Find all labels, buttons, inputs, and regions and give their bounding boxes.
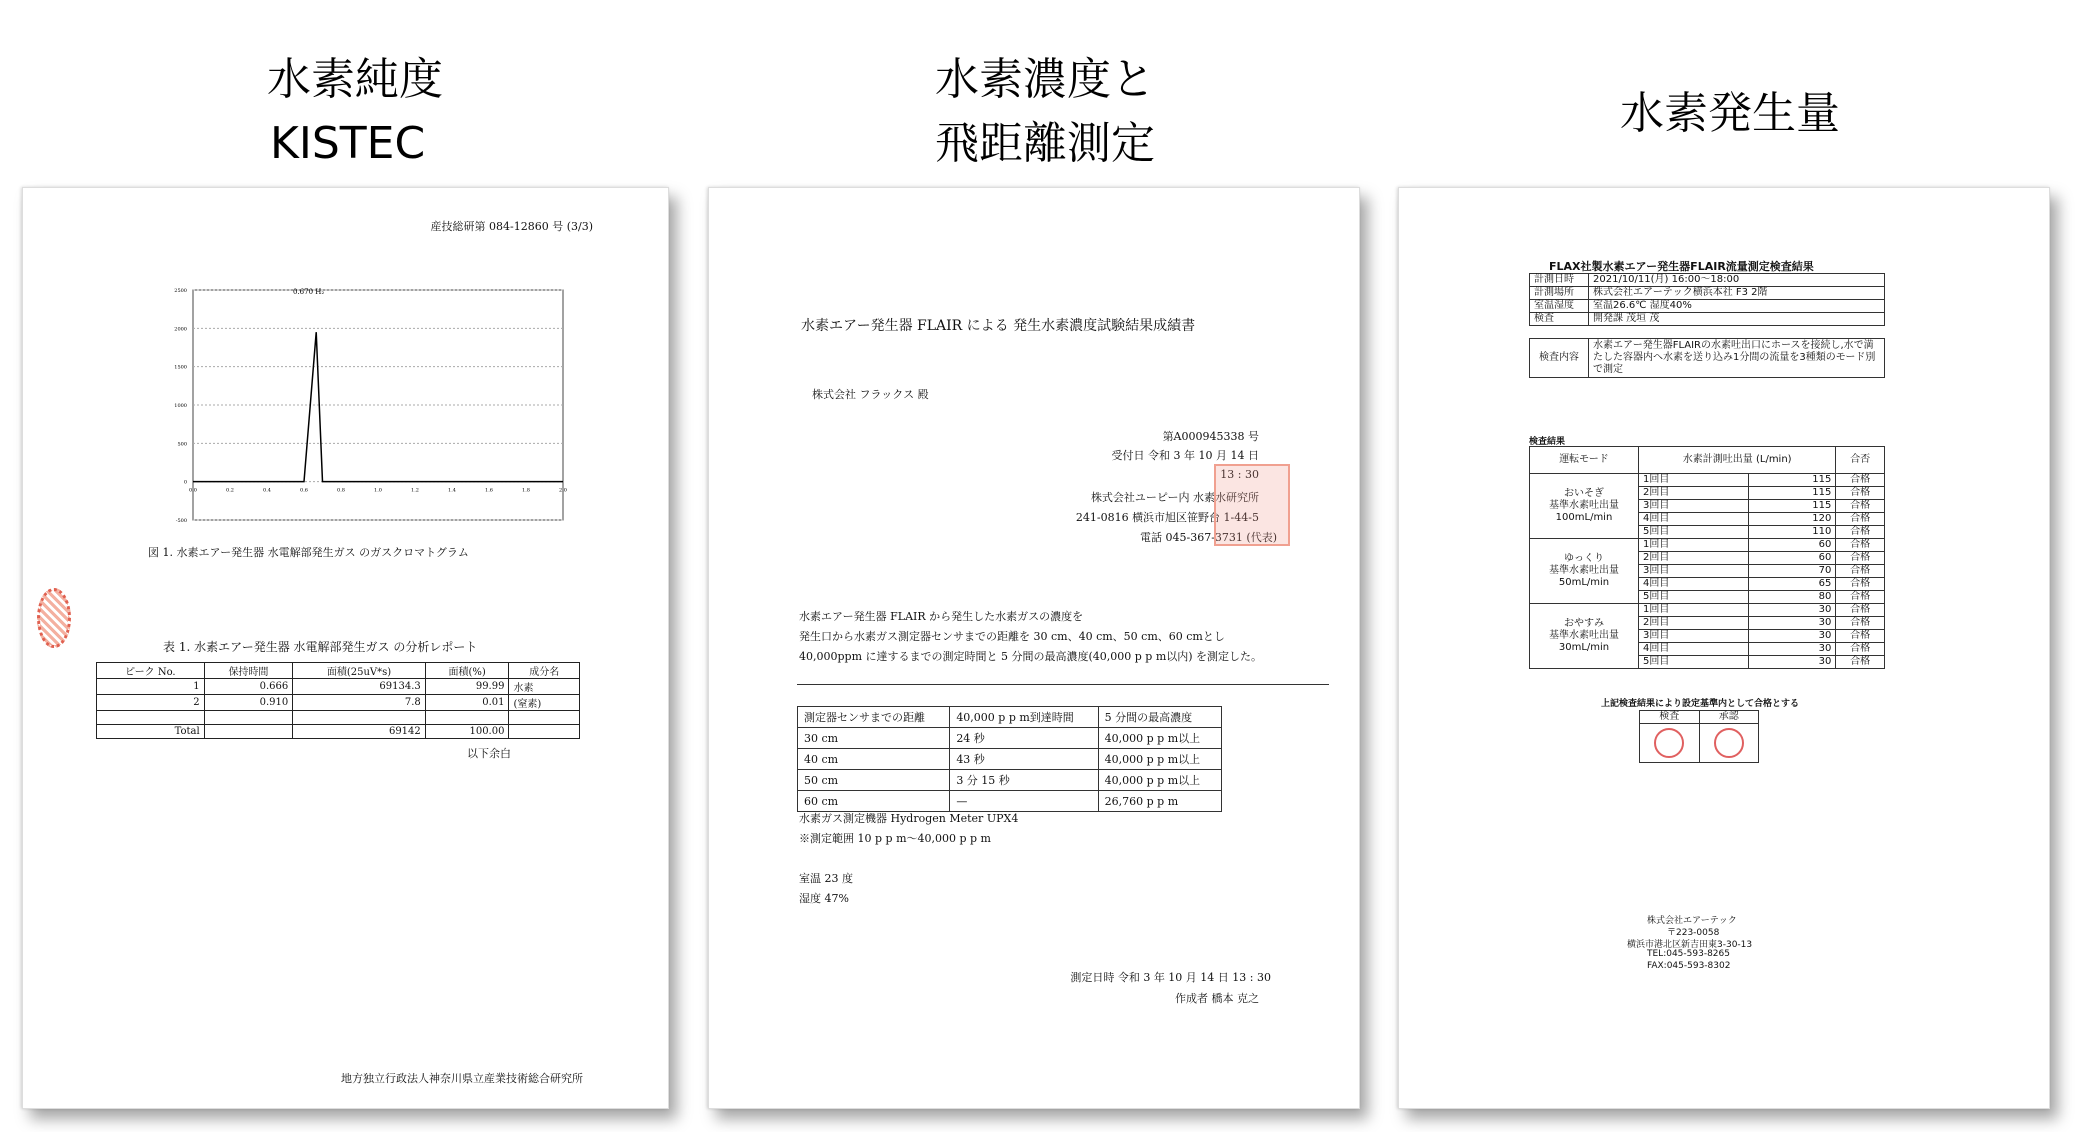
table-cell: 1回目 [1639, 604, 1749, 617]
doc2-results-table [797, 706, 1222, 812]
mode-cell [1530, 604, 1639, 669]
doc1-chart-caption: 図 1. 水素エアー発生器 水電解部発生ガス のガスクロマトグラム [148, 546, 469, 559]
table-cell: 合格 [1836, 513, 1885, 526]
table-cell: 検査内容 [1530, 339, 1589, 378]
table-cell [509, 711, 580, 725]
doc2-range: ※測定範囲 10 p p m～40,000 p p m [799, 832, 991, 845]
doc3-info-table [1529, 273, 1885, 326]
table-header: 合否 [1836, 447, 1885, 474]
table-cell: 115 [1749, 474, 1836, 487]
mode-name: ゆっくり [1564, 553, 1604, 564]
doc2-humidity: 湿度 47% [799, 892, 849, 905]
doc3-address: 横浜市港北区新吉田東3-30-13 [1627, 940, 1753, 950]
table-cell: 30 [1749, 630, 1836, 643]
doc2-time: 13 : 30 [1220, 468, 1259, 481]
document-flow-inspection [1398, 187, 2050, 1109]
table-cell: Total [97, 725, 205, 739]
document-kistec-report [22, 187, 669, 1109]
doc2-received: 受付日 令和 3 年 10 月 14 日 [1111, 449, 1259, 462]
x-tick-label: 0.2 [226, 487, 234, 494]
gas-chromatogram-chart [153, 270, 573, 560]
table-row [798, 791, 1222, 812]
table-cell: 合格 [1836, 643, 1885, 656]
doc2-temp: 室温 23 度 [799, 872, 853, 885]
x-tick-label: 0.8 [337, 487, 345, 494]
table-cell [204, 711, 293, 725]
table-cell: 30 [1749, 656, 1836, 669]
table-cell: 40,000 p p m以上 [1098, 749, 1221, 770]
doc2-divider [797, 684, 1329, 685]
table-cell: 30 [1749, 617, 1836, 630]
table-cell: 69134.3 [293, 679, 426, 695]
doc3-conclusion: 上記検査結果により設定基準内として合格とする [1601, 699, 1800, 709]
table-cell: 合格 [1836, 552, 1885, 565]
heading-middle-line1: 水素濃度と [935, 54, 1155, 105]
doc2-body-line2: 発生口から水素ガス測定器センサまでの距離を 30 cm、40 cm、50 cm、60 cmとし [799, 630, 1225, 643]
y-tick-label: 2000 [174, 326, 187, 333]
table-cell: 検査 [1530, 313, 1589, 326]
table-row [798, 770, 1222, 791]
table-cell: 0.910 [204, 695, 293, 711]
table-row [97, 725, 580, 739]
y-tick-label: 0 [183, 479, 187, 486]
table-cell: 43 秒 [950, 749, 1098, 770]
table-cell: 検査 [1640, 711, 1700, 724]
doc2-address: 241-0816 横浜市旭区笹野台 1-44-5 [1075, 511, 1259, 524]
peak-label: 0.670 H₂ [293, 288, 325, 296]
table-cell: 120 [1749, 513, 1836, 526]
table-cell: 115 [1749, 487, 1836, 500]
table-cell: 5回目 [1639, 591, 1749, 604]
table-row [1530, 287, 1885, 300]
mode-cell [1530, 474, 1639, 539]
table-cell: 3回目 [1639, 500, 1749, 513]
heading-right: 水素発生量 [1620, 88, 1840, 139]
doc2-company: 株式会社ユーピー内 水素水研究所 [1090, 491, 1259, 504]
table-cell: 合格 [1836, 539, 1885, 552]
table-cell: 40,000 p p m以上 [1098, 770, 1221, 791]
doc3-content-table [1529, 338, 1885, 378]
table-cell: 合格 [1836, 578, 1885, 591]
table-cell: 室温26.6℃ 湿度40% [1589, 300, 1885, 313]
table-cell: 室温湿度 [1530, 300, 1589, 313]
table-row [1530, 300, 1885, 313]
table-cell: 計測場所 [1530, 287, 1589, 300]
table-cell: 5回目 [1639, 656, 1749, 669]
table-cell: 株式会社エアーテック横浜本社 F3 2階 [1589, 287, 1885, 300]
doc3-modes-body [1530, 474, 1885, 669]
table-cell: 水素 [509, 679, 580, 695]
doc3-tel: TEL:045-593-8265 [1647, 949, 1730, 959]
heading-hydrogen-purity [230, 48, 480, 176]
table-cell: 承認 [1699, 711, 1759, 724]
table-header: 面積(25uV*s) [293, 663, 426, 679]
table-cell: 40,000 p p m以上 [1098, 728, 1221, 749]
heading-concentration [895, 48, 1195, 176]
document-concentration-report [708, 187, 1360, 1109]
inspector-seal [1654, 728, 1684, 758]
y-tick-label: 2500 [174, 288, 187, 294]
table-header: 水素計測吐出量 (L/min) [1639, 447, 1836, 474]
y-tick-label: 500 [177, 441, 187, 448]
table-cell: 3回目 [1639, 565, 1749, 578]
table-cell: 4回目 [1639, 513, 1749, 526]
doc3-fax: FAX:045-593-8302 [1647, 961, 1731, 971]
mode-sub: 基準水素吐出量 [1549, 565, 1619, 576]
table-row [97, 695, 580, 711]
table-cell: 60 [1749, 552, 1836, 565]
mode-name: おいそぎ [1564, 488, 1604, 499]
table-cell: 40 cm [798, 749, 950, 770]
table-cell: 65 [1749, 578, 1836, 591]
table-row [97, 711, 580, 725]
table-cell: 合格 [1836, 500, 1885, 513]
table-cell: 合格 [1836, 474, 1885, 487]
doc3-company: 株式会社エアーテック [1647, 916, 1737, 926]
table-cell: 5回目 [1639, 526, 1749, 539]
table-cell: 30 [1749, 604, 1836, 617]
y-tick-label: -500 [175, 518, 187, 524]
table-header-row [97, 663, 580, 679]
doc1-analysis-table [96, 662, 580, 739]
table-cell: 2回目 [1639, 487, 1749, 500]
mode-cell [1530, 539, 1639, 604]
table-row [97, 679, 580, 695]
doc2-doc-no: 第A000945338 号 [1162, 430, 1259, 443]
table-header-row [1530, 447, 1885, 474]
heading-middle-line2: 飛距離測定 [935, 118, 1155, 169]
table-cell [97, 711, 205, 725]
table-cell: 99.99 [425, 679, 509, 695]
table-cell: 69142 [293, 725, 426, 739]
table-row [1530, 604, 1885, 617]
table-cell: 100.00 [425, 725, 509, 739]
doc3-title: FLAX社製水素エアー発生器FLAIR流量測定検査結果 [1549, 260, 1814, 273]
table-cell: 0.01 [425, 695, 509, 711]
table-cell: 合格 [1836, 604, 1885, 617]
table-cell: 50 cm [798, 770, 950, 791]
x-tick-label: 0.0 [189, 487, 197, 494]
x-tick-label: 1.6 [485, 487, 493, 494]
table-cell: 30 cm [798, 728, 950, 749]
table-header: 測定器センサまでの距離 [798, 707, 950, 728]
heading-left-line1: 水素純度 [267, 54, 443, 105]
table-row [1530, 339, 1885, 378]
table-header: 保持時間 [204, 663, 293, 679]
table-cell: 合格 [1836, 526, 1885, 539]
doc2-title: 水素エアー発生器 FLAIR による 発生水素濃度試験結果成績書 [801, 318, 1196, 334]
table-cell: 1 [97, 679, 205, 695]
table-cell: 合格 [1836, 565, 1885, 578]
doc1-ref: 産技総研第 084-12860 号 (3/3) [430, 220, 593, 233]
table-cell: (窒素) [509, 695, 580, 711]
table-cell: 計測日時 [1530, 274, 1589, 287]
table-row [798, 749, 1222, 770]
mode-std: 30mL/min [1558, 642, 1610, 653]
mode-name: おやすみ [1564, 618, 1604, 629]
table-cell: 合格 [1836, 487, 1885, 500]
table-cell: 合格 [1836, 630, 1885, 643]
heading-generation-amount [1580, 82, 1880, 146]
table-cell: 合格 [1836, 656, 1885, 669]
x-tick-label: 2.0 [559, 487, 567, 494]
table-cell: 60 cm [798, 791, 950, 812]
x-tick-label: 1.0 [374, 487, 382, 494]
doc3-results-table [1529, 446, 1885, 669]
doc1-footer: 地方独立行政法人神奈川県立産業技術総合研究所 [341, 1072, 583, 1085]
table-header: 40,000 p p m到達時間 [950, 707, 1098, 728]
table-cell: 60 [1749, 539, 1836, 552]
table-cell: 3回目 [1639, 630, 1749, 643]
table-cell: 30 [1749, 643, 1836, 656]
table-header: 成分名 [509, 663, 580, 679]
table-row [1530, 539, 1885, 552]
chromatogram-series-line [193, 332, 563, 482]
table-cell: 80 [1749, 591, 1836, 604]
table-row [1530, 274, 1885, 287]
approver-seal [1714, 728, 1744, 758]
table-cell: 0.666 [204, 679, 293, 695]
table-cell: 合格 [1836, 617, 1885, 630]
table-cell: 2回目 [1639, 617, 1749, 630]
x-tick-label: 1.8 [522, 487, 530, 494]
y-tick-label: 1500 [174, 364, 187, 371]
table-cell: 開発課 茂垣 茂 [1589, 313, 1885, 326]
table-cell: 1回目 [1639, 539, 1749, 552]
table-cell [425, 711, 509, 725]
doc1-note: 以下余白 [467, 747, 511, 760]
table-cell: 2021/10/11(月) 16:00～18:00 [1589, 274, 1885, 287]
table-cell: 1回目 [1639, 474, 1749, 487]
mode-sub: 基準水素吐出量 [1549, 630, 1619, 641]
table-cell [293, 711, 426, 725]
table-cell: 70 [1749, 565, 1836, 578]
table-cell: 2回目 [1639, 552, 1749, 565]
doc3-sign-table [1639, 710, 1759, 763]
table-cell: 115 [1749, 500, 1836, 513]
doc2-tel: 電話 045-367-3731 (代表) [1140, 531, 1277, 544]
table-cell: 4回目 [1639, 643, 1749, 656]
table-header: 面積(%) [425, 663, 509, 679]
table-cell: 水素エアー発生器FLAIRの水素吐出口にホースを接続し,水で満たした容器内へ水素を送り込み1分間の流量を3種類のモード別で測定 [1589, 339, 1885, 378]
doc2-body-line1: 水素エアー発生器 FLAIR から発生した水素ガスの濃度を [799, 610, 1084, 623]
table-cell: 3 分 15 秒 [950, 770, 1098, 791]
doc3-results-label: 検査結果 [1529, 437, 1566, 447]
table-row [1640, 724, 1759, 763]
kistec-red-stamp [37, 588, 71, 648]
x-tick-label: 1.4 [448, 487, 456, 494]
x-tick-label: 0.4 [263, 487, 271, 494]
doc3-zip: 〒223-0058 [1667, 928, 1720, 938]
table-cell: 7.8 [293, 695, 426, 711]
y-tick-label: 1000 [174, 403, 187, 409]
mode-sub: 基準水素吐出量 [1549, 500, 1619, 511]
doc1-table-title: 表 1. 水素エアー発生器 水電解部発生ガス の分析レポート [163, 640, 478, 654]
table-cell: 2 [97, 695, 205, 711]
table-row [1640, 711, 1759, 724]
mode-std: 50mL/min [1558, 577, 1610, 588]
table-header: ピーク No. [97, 663, 205, 679]
doc2-author: 作成者 橋本 克之 [1175, 992, 1259, 1005]
table-header-row [798, 707, 1222, 728]
mode-std: 100mL/min [1555, 512, 1613, 523]
heading-left-line2: KISTEC [270, 118, 426, 169]
doc2-company-seal [1214, 464, 1290, 546]
table-cell: — [950, 791, 1098, 812]
table-header: 5 分間の最高濃度 [1098, 707, 1221, 728]
table-row [798, 728, 1222, 749]
table-row [1530, 474, 1885, 487]
x-tick-label: 1.2 [411, 487, 419, 494]
table-cell: 110 [1749, 526, 1836, 539]
table-cell: 26,760 p p m [1098, 791, 1221, 812]
table-row [1530, 313, 1885, 326]
doc2-device: 水素ガス測定機器 Hydrogen Meter UPX4 [799, 812, 1019, 825]
table-header: 運転モード [1530, 447, 1639, 474]
table-cell [509, 725, 580, 739]
table-cell [204, 725, 293, 739]
table-cell: 4回目 [1639, 578, 1749, 591]
doc2-body-line3: 40,000ppm に達するまでの測定時間と 5 分間の最高濃度(40,000 p p m以内) を測定した。 [799, 650, 1263, 663]
doc2-measured: 測定日時 令和 3 年 10 月 14 日 13 : 30 [1070, 971, 1271, 984]
x-tick-label: 0.6 [300, 487, 308, 494]
table-cell: 24 秒 [950, 728, 1098, 749]
doc2-addressee: 株式会社 フラックス 殿 [812, 388, 929, 401]
table-cell: 合格 [1836, 591, 1885, 604]
